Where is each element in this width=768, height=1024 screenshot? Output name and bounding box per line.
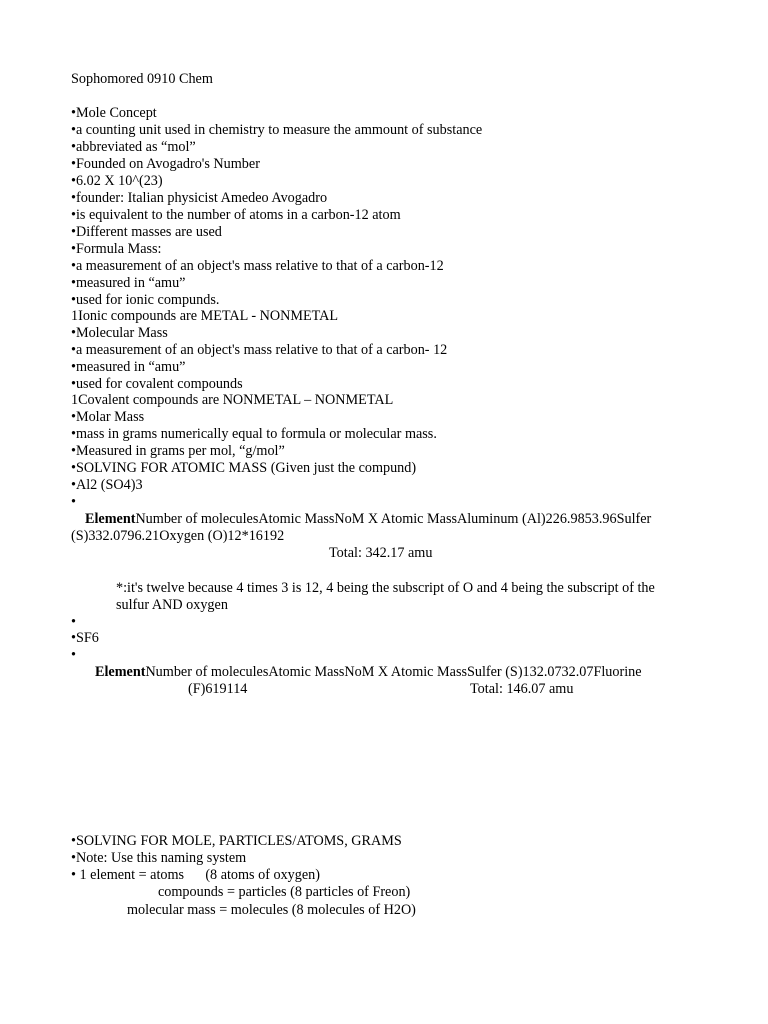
list-item: • [71,647,76,663]
list-item: •Founded on Avogadro's Number [71,156,260,172]
table1-total: Total: 342.17 amu [329,545,433,561]
list-item: •Measured in grams per mol, “g/mol” [71,443,285,459]
footnote-line1: *:it's twelve because 4 times 3 is 12, 4 being the subscript of O and 4 being the subscript of the [116,580,655,596]
list-item: 1Covalent compounds are NONMETAL – NONMETAL [71,392,394,408]
list-item: •measured in “amu” [71,359,186,375]
list-item: •a measurement of an object's mass relative to that of a carbon- 12 [71,342,448,358]
list-item: • [71,614,76,630]
section2-molecular-line: molecular mass = molecules (8 molecules of H2O) [127,902,416,918]
table2-line1-rest: Number of moleculesAtomic MassNoM X Atomic MassSulfer (S)132.0732.07Fluorine [145,664,642,680]
list-item: •used for covalent compounds [71,376,243,392]
list-item: •Molecular Mass [71,325,168,341]
list-item: •is equivalent to the number of atoms in a carbon-12 atom [71,207,401,223]
section2-compounds-line: compounds = particles (8 particles of Freon) [158,884,411,900]
table1-header-element: Element [85,511,136,527]
list-item: •a measurement of an object's mass relative to that of a carbon-12 [71,258,444,274]
document-title: Sophomored 0910 Chem [71,71,213,87]
section2-note: •Note: Use this naming system [71,850,247,866]
list-item: •Different masses are used [71,224,222,240]
list-item: 1Ionic compounds are METAL - NONMETAL [71,308,339,324]
section2-heading: •SOLVING FOR MOLE, PARTICLES/ATOMS, GRAMS [71,833,402,849]
table2-line1 [95,664,642,681]
list-item: •mass in grams numerically equal to formula or molecular mass. [71,426,437,442]
list-item: •Mole Concept [71,105,157,121]
list-item: •Al2 (SO4)3 [71,477,143,493]
list-item: •Molar Mass [71,409,145,425]
section2-element-line: • 1 element = atoms (8 atoms of oxygen) [71,867,320,883]
list-item: •6.02 X 10^(23) [71,173,163,189]
table1-line1 [85,511,651,528]
table2-line2: (F)619114 [188,681,248,697]
table2-total: Total: 146.07 amu [470,681,574,697]
list-item: •Formula Mass: [71,241,162,257]
list-item: •measured in “amu” [71,275,186,291]
list-item: •a counting unit used in chemistry to measure the ammount of substance [71,122,483,138]
table1-line2: (S)332.0796.21Oxygen (O)12*16192 [71,528,285,544]
list-item: •abbreviated as “mol” [71,139,196,155]
list-item: • [71,494,76,510]
table2-header-element: Element [95,664,146,680]
table1-line1-rest: Number of moleculesAtomic MassNoM X Atomic MassAluminum (Al)226.9853.96Sulfer [135,511,652,527]
list-item-sf6: •SF6 [71,630,99,646]
footnote-line2: sulfur AND oxygen [116,597,228,613]
list-item: •SOLVING FOR ATOMIC MASS (Given just the compund) [71,460,417,476]
list-item: •founder: Italian physicist Amedeo Avogadro [71,190,328,206]
list-item: •used for ionic compunds. [71,292,220,308]
